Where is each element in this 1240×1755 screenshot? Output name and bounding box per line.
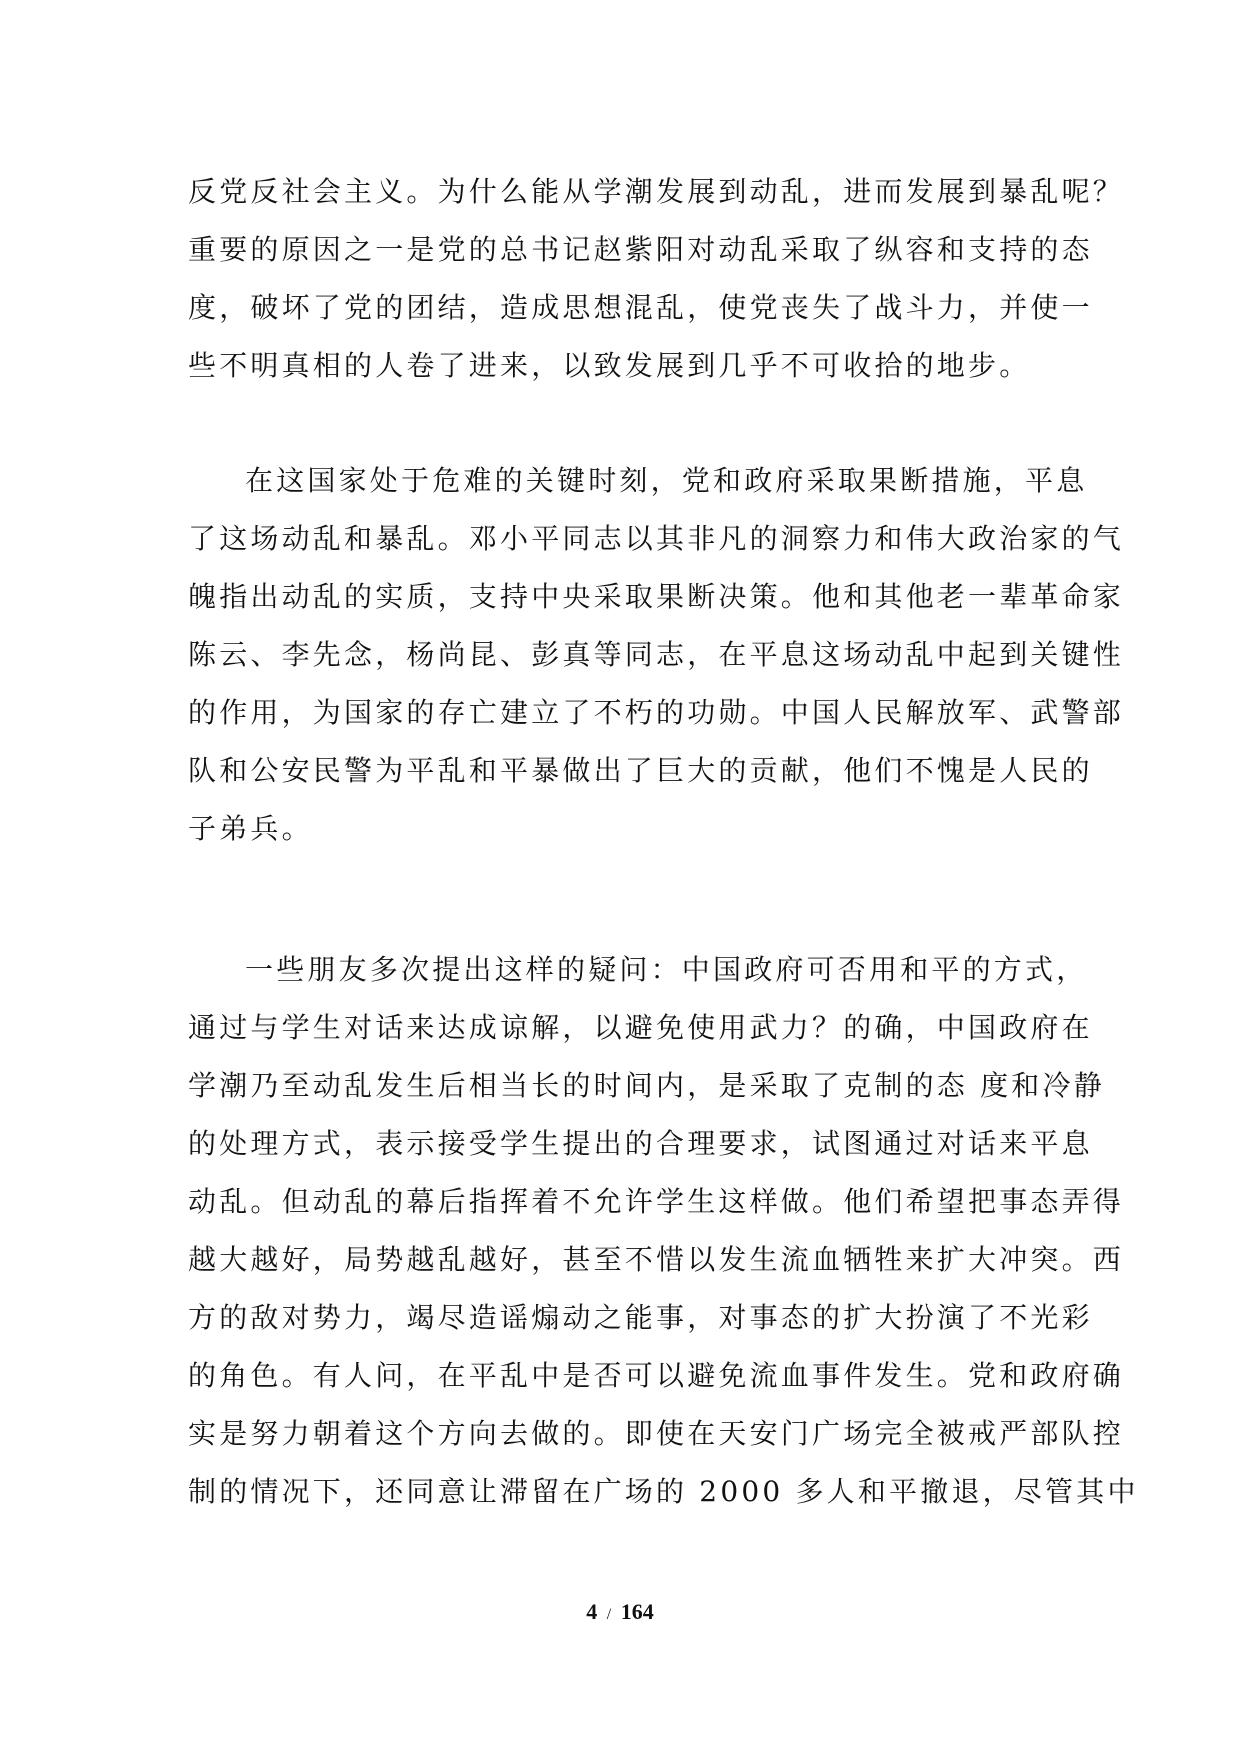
page-separator: / (606, 1606, 612, 1623)
text-line: 通过与学生对话来达成谅解，以避免使用武力？的确，中国政府在 (188, 1011, 1093, 1044)
text-line: 实是努力朝着这个方向去做的。即使在天安门广场完全被戒严部队控 (188, 1417, 1125, 1450)
text-line: 方的敌对势力，竭尽造谣煽动之能事，对事态的扩大扮演了不光彩 (188, 1301, 1093, 1334)
text-line: 重要的原因之一是党的总书记赵紫阳对动乱采取了纵容和支持的态 (188, 233, 1093, 266)
text-line: 制的情况下，还同意让滞留在广场的 2000 多人和平撤退，尽管其中 (188, 1475, 1139, 1508)
text-line: 的角色。有人问，在平乱中是否可以避免流血事件发生。党和政府确 (188, 1359, 1125, 1392)
text-line: 一些朋友多次提出这样的疑问：中国政府可否用和平的方式， (245, 953, 1088, 986)
text-line: 动乱。但动乱的幕后指挥着不允许学生这样做。他们希望把事态弄得 (188, 1185, 1125, 1218)
text-line: 在这国家处于危难的关键时刻，党和政府采取果断措施，平息 (245, 464, 1088, 497)
text-line: 越大越好，局势越乱越好，甚至不惜以发生流血牺牲来扩大冲突。西 (188, 1243, 1125, 1276)
page-total: 164 (620, 1599, 654, 1624)
text-line: 的作用，为国家的存亡建立了不朽的功勋。中国人民解放军、武警部 (188, 696, 1125, 729)
text-line: 陈云、李先念，杨尚昆、彭真等同志，在平息这场动乱中起到关键性 (188, 638, 1125, 671)
text-line: 的处理方式，表示接受学生提出的合理要求，试图通过对话来平息 (188, 1127, 1093, 1160)
page-number (0, 1597, 1240, 1630)
text-line: 队和公安民警为平乱和平暴做出了巨大的贡献，他们不愧是人民的 (188, 754, 1093, 787)
text-line: 些不明真相的人卷了进来，以致发展到几乎不可收拾的地步。 (188, 349, 1031, 382)
text-line: 度，破坏了党的团结，造成思想混乱，使党丧失了战斗力，并使一 (188, 291, 1093, 324)
text-line: 了这场动乱和暴乱。邓小平同志以其非凡的洞察力和伟大政治家的气 (188, 522, 1125, 555)
page-current: 4 (586, 1599, 598, 1624)
text-line: 子弟兵。 (188, 812, 313, 845)
text-line: 学潮乃至动乱发生后相当长的时间内，是采取了克制的态 度和冷静 (188, 1069, 1105, 1102)
text-line: 反党反社会主义。为什么能从学潮发展到动乱，进而发展到暴乱呢？ (188, 175, 1125, 208)
text-line: 魄指出动乱的实质，支持中央采取果断决策。他和其他老一辈革命家 (188, 580, 1125, 613)
